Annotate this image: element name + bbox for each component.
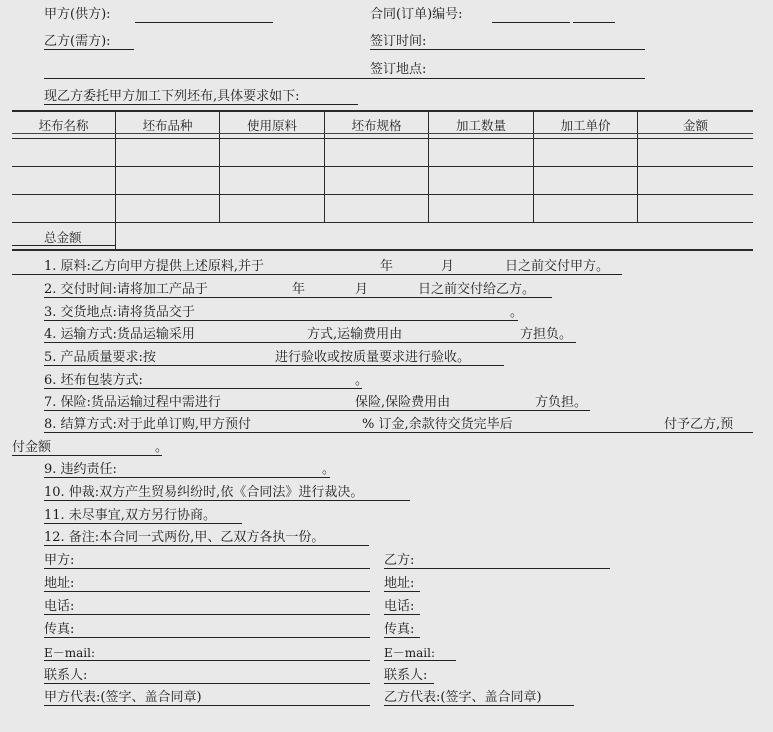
col-header-quantity: 加工数量 bbox=[455, 118, 506, 133]
party-a-representative-field[interactable] bbox=[44, 705, 370, 706]
col-header-fabric-name: 坯布名称 bbox=[38, 118, 89, 133]
clause-7-text: 7. 保险:货品运输过程中需进行 bbox=[44, 395, 221, 410]
intro-underline bbox=[44, 104, 358, 105]
party-b-address-label: 地址: bbox=[384, 576, 415, 591]
party-b-buyer-field[interactable] bbox=[44, 49, 134, 50]
clause-11-text: 11. 未尽事宜,双方另行协商。 bbox=[44, 508, 216, 523]
contract-number-field-2[interactable] bbox=[573, 22, 615, 23]
clause-10-text: 10. 仲裁:双方产生贸易纠纷时,依《合同法》进行裁决。 bbox=[44, 485, 364, 500]
clause-7-mid: 保险,保险费用由 bbox=[355, 395, 451, 410]
clause-6-end: 。 bbox=[355, 373, 369, 388]
party-a-field[interactable] bbox=[44, 568, 370, 569]
total-amount-label: 总金额 bbox=[44, 230, 82, 245]
party-b-fax-field[interactable] bbox=[384, 637, 420, 638]
contract-number-field-1[interactable] bbox=[492, 22, 570, 23]
party-a-supplier-field[interactable] bbox=[135, 22, 273, 23]
party-a-phone-field[interactable] bbox=[44, 614, 370, 615]
party-a-address-field[interactable] bbox=[44, 591, 370, 592]
clause-1-day: 日之前交付甲方。 bbox=[505, 259, 610, 274]
party-b-representative-label: 乙方代表:(签字、盖合同章) bbox=[384, 690, 542, 705]
col-header-fabric-spec: 坯布规格 bbox=[351, 118, 402, 133]
party-a-contact-label: 联系人: bbox=[44, 668, 88, 683]
clause-7-end: 方负担。 bbox=[535, 395, 588, 410]
clause-8-text: 8. 结算方式:对于此单订购,甲方预付 bbox=[44, 417, 252, 432]
sign-place-label: 签订地点: bbox=[370, 62, 427, 77]
table-row[interactable] bbox=[12, 139, 753, 166]
col-header-fabric-variety: 坯布品种 bbox=[142, 118, 193, 133]
clause-9-end: 。 bbox=[322, 462, 336, 477]
clause-8-mid: % 订金,余款待交货完毕后 bbox=[362, 417, 513, 432]
clause-1-year: 年 bbox=[380, 259, 394, 274]
sign-place-field[interactable] bbox=[370, 78, 645, 79]
clause-1-month: 月 bbox=[441, 259, 455, 274]
party-b-contact-label: 联系人: bbox=[384, 668, 428, 683]
intro-text: 现乙方委托甲方加工下列坯布,具体要求如下: bbox=[44, 89, 300, 104]
party-a-label: 甲方: bbox=[44, 553, 75, 568]
clause-4-mid: 方式,运输费用由 bbox=[307, 327, 403, 342]
sign-date-field[interactable] bbox=[370, 49, 645, 50]
party-b-field[interactable] bbox=[384, 568, 610, 569]
clause-2-year: 年 bbox=[292, 282, 306, 297]
clause-8-prepay-label: 付金额 bbox=[12, 440, 52, 455]
table-row[interactable] bbox=[12, 167, 753, 194]
party-a-fax-field[interactable] bbox=[44, 637, 370, 638]
party-b-buyer-label: 乙方(需方): bbox=[44, 34, 111, 49]
col-header-unit-price: 加工单价 bbox=[560, 118, 611, 133]
party-a-address-label: 地址: bbox=[44, 576, 75, 591]
clause-5-text: 5. 产品质量要求:按 bbox=[44, 350, 156, 365]
clause-6-text: 6. 坯布包装方式: bbox=[44, 373, 143, 388]
party-b-email-field[interactable] bbox=[384, 660, 456, 661]
party-b-label: 乙方: bbox=[384, 553, 415, 568]
clause-3-text: 3. 交货地点:请将货品交于 bbox=[44, 305, 195, 320]
party-b-contact-field[interactable] bbox=[384, 683, 434, 684]
clause-5-end: 进行验收或按质量要求进行验收。 bbox=[275, 350, 471, 365]
party-b-address-field[interactable] bbox=[384, 591, 420, 592]
party-a-fax-label: 传真: bbox=[44, 622, 75, 637]
party-b-extra-line[interactable] bbox=[44, 78, 370, 79]
prepay-amount-field[interactable] bbox=[12, 455, 162, 456]
party-a-representative-label: 甲方代表:(签字、盖合同章) bbox=[44, 690, 202, 705]
clause-2-text: 2. 交付时间:请将加工产品于 bbox=[44, 282, 208, 297]
col-header-raw-material: 使用原料 bbox=[246, 118, 297, 133]
party-b-phone-label: 电话: bbox=[384, 599, 415, 614]
contract-number-label: 合同(订单)编号: bbox=[370, 7, 463, 22]
party-b-phone-field[interactable] bbox=[384, 614, 420, 615]
packaging-field[interactable] bbox=[44, 388, 362, 389]
party-b-email-label: E－mail: bbox=[384, 646, 436, 660]
col-header-amount: 金额 bbox=[682, 118, 708, 133]
party-a-phone-label: 电话: bbox=[44, 599, 75, 614]
table-row[interactable] bbox=[12, 195, 753, 222]
clause-2-month: 月 bbox=[355, 282, 369, 297]
clause-12-text: 12. 备注:本合同一式两份,甲、乙双方各执一份。 bbox=[44, 530, 325, 545]
clause-1-text: 1. 原料:乙方向甲方提供上述原料,并于 bbox=[44, 259, 265, 274]
sign-date-label: 签订时间: bbox=[370, 34, 427, 49]
clause-4-end: 方担负。 bbox=[520, 327, 573, 342]
clause-9-text: 9. 违约责任: bbox=[44, 462, 117, 477]
clause-8-end: 付予乙方,预 bbox=[664, 417, 734, 432]
party-a-supplier-label: 甲方(供方): bbox=[44, 7, 111, 22]
party-a-contact-field[interactable] bbox=[44, 683, 370, 684]
party-a-email-field[interactable] bbox=[44, 660, 370, 661]
clause-8-prepay-end: 。 bbox=[155, 440, 169, 455]
liability-field[interactable] bbox=[44, 477, 330, 478]
party-a-email-label: E－mail: bbox=[44, 646, 96, 660]
party-b-representative-field[interactable] bbox=[384, 705, 574, 706]
party-b-fax-label: 传真: bbox=[384, 622, 415, 637]
clause-2-day: 日之前交付给乙方。 bbox=[418, 282, 536, 297]
clause-3-end: 。 bbox=[510, 305, 524, 320]
delivery-place-field[interactable] bbox=[44, 320, 518, 321]
clause-4-text: 4. 运输方式:货品运输采用 bbox=[44, 327, 195, 342]
